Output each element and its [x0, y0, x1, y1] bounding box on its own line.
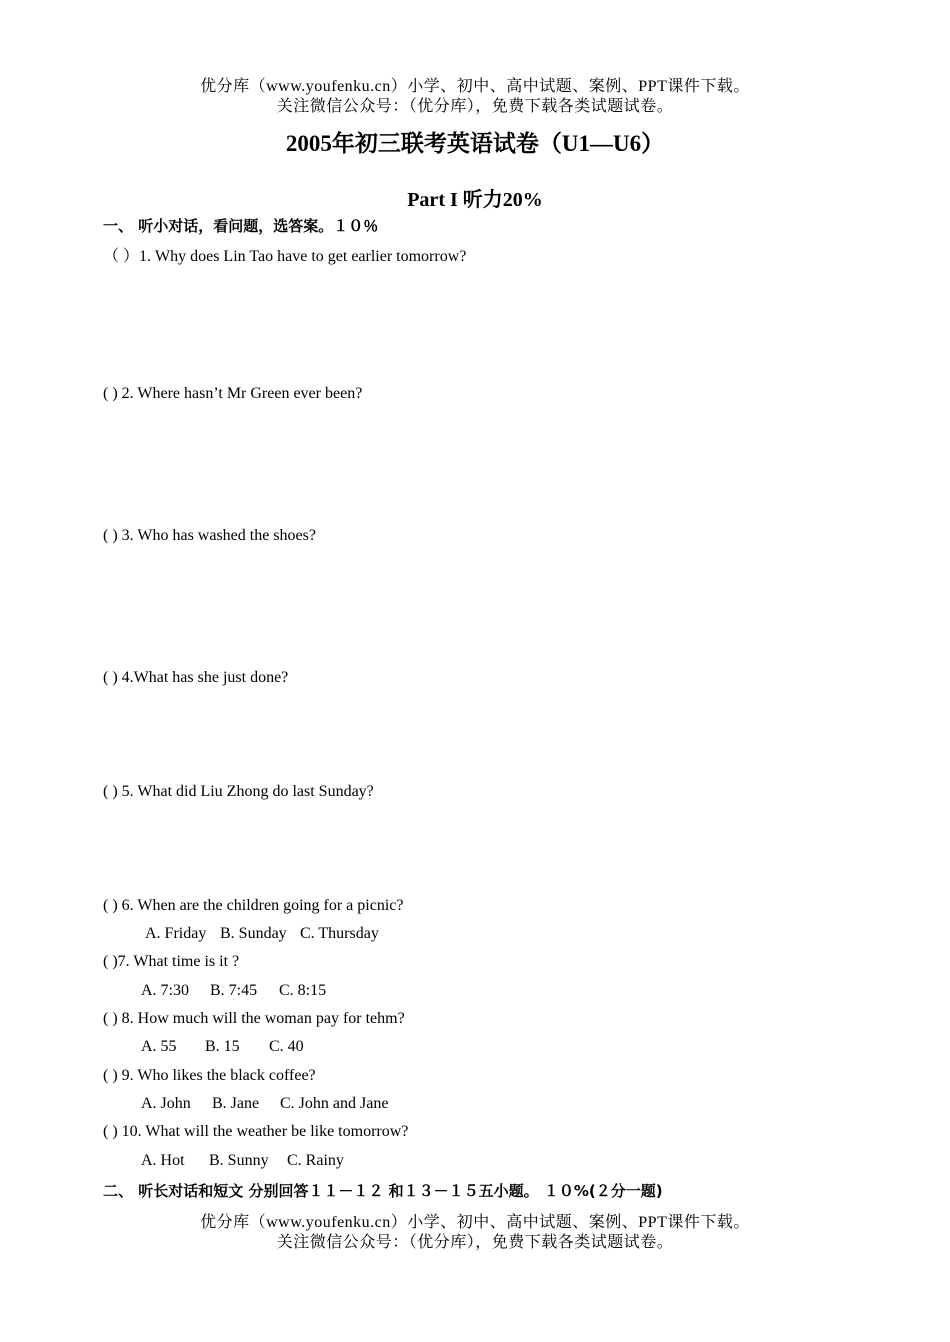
option-a: A. 55 [141, 1038, 177, 1055]
exam-title: 2005年初三联考英语试卷（U1—U6） [285, 131, 665, 156]
question-3: ( ) 3. Who has washed the shoes? [103, 527, 316, 544]
question-10: ( ) 10. What will the weather be like tomorrow? [103, 1123, 409, 1140]
option-a: A. John [141, 1095, 191, 1112]
question-7: ( )7. What time is it ? [103, 953, 240, 970]
option-b: B. Sunny [209, 1152, 269, 1169]
question-1: （ ）1. Why does Lin Tao have to get earlier tomorrow? [103, 248, 467, 265]
section-2-heading: 二、 听长对话和短文 分别回答１１－１２ 和１３－１５五小题。 １０%(２分一题) [103, 1182, 663, 1200]
option-c: C. 8:15 [279, 982, 327, 999]
option-c: C. 40 [269, 1038, 304, 1055]
option-b: B. Sunday [220, 925, 287, 942]
option-a: A. 7:30 [141, 982, 189, 999]
section-1-heading: 一、 听小对话，看问题，选答案。１０％ [103, 217, 379, 235]
question-8-options [141, 1038, 304, 1056]
question-9: ( ) 9. Who likes the black coffee? [103, 1067, 316, 1084]
question-4: ( ) 4.What has she just done? [103, 669, 289, 686]
option-c: C. Rainy [287, 1152, 344, 1169]
question-6-options [145, 925, 379, 943]
question-8: ( ) 8. How much will the woman pay for tehm? [103, 1010, 405, 1027]
header-line-2: 关注微信公众号：（优分库），免费下载各类试题试卷。 [276, 98, 674, 115]
question-5: ( ) 5. What did Liu Zhong do last Sunday? [103, 783, 374, 800]
option-c: C. John and Jane [280, 1095, 389, 1112]
question-6: ( ) 6. When are the children going for a picnic? [103, 897, 404, 914]
option-c: C. Thursday [300, 925, 379, 942]
option-b: B. 7:45 [210, 982, 258, 999]
option-a: A. Friday [145, 925, 207, 942]
question-10-options [141, 1152, 344, 1170]
part-title: Part I 听力20% [407, 189, 543, 211]
question-7-options [141, 982, 326, 1000]
option-a: A. Hot [141, 1152, 185, 1169]
question-2: ( ) 2. Where hasn’t Mr Green ever been? [103, 385, 363, 402]
footer-line-1: 优分库（www.youfenku.cn）小学、初中、高中试题、案例、PPT课件下载。 [200, 1214, 750, 1231]
option-b: B. Jane [212, 1095, 260, 1112]
footer-line-2: 关注微信公众号：（优分库），免费下载各类试题试卷。 [276, 1234, 674, 1251]
option-b: B. 15 [205, 1038, 240, 1055]
header-line-1: 优分库（www.youfenku.cn）小学、初中、高中试题、案例、PPT课件下载。 [200, 78, 750, 95]
question-9-options [141, 1095, 388, 1113]
